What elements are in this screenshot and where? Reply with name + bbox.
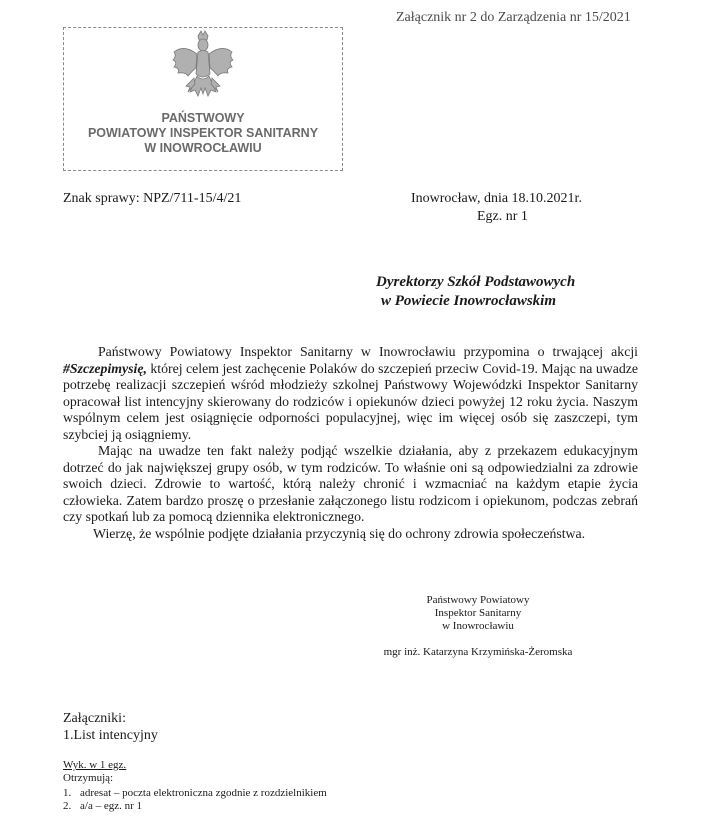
stamp-line: POWIATOWY INSPEKTOR SANITARNY	[87, 126, 319, 140]
office-stamp	[63, 27, 343, 171]
recipient-text: adresat – poczta elektroniczna zgodnie z rozdzielnikiem	[80, 787, 327, 799]
recipient-number: 2.	[63, 800, 72, 812]
annex-note: Załącznik nr 2 do Zarządzenia nr 15/2021	[396, 10, 631, 25]
attachment-item: 1.List intencyjny	[63, 728, 158, 743]
signatory-name: mgr inż. Katarzyna Krzymińska-Żeromska	[383, 646, 573, 658]
recipient-number: 1.	[63, 787, 72, 799]
recipient-item	[63, 787, 327, 800]
signature-title: Państwowy Powiatowy	[426, 594, 530, 606]
place-and-date: Inowrocław, dnia 18.10.2021r.	[411, 191, 582, 206]
recipient-item	[63, 800, 142, 813]
copy-number: Egz. nr 1	[477, 209, 528, 224]
signature-block	[348, 594, 608, 633]
campaign-hashtag: #Szczepimysię,	[63, 360, 147, 376]
paragraph-1-rest: której celem jest zachęcenie Polaków do szczepień przeciw Covid-19. Mając na uwadze potrzebę realizacji szczepień wśród młodzieży szkolnej Państwowy Wojewódzki Inspektor Sanitarny opracował list intencyjny skierowany do rodziców i opiekunów dzieci powyżej 12 roku życia. Naszym wspólnym celem jest osiągnięcie odporności populacyjnej, więc im więcej osób się zaszczepi, tym szybciej ją osiągniemy.	[63, 360, 638, 442]
addressee-line-1: Dyrektorzy Szkół Podstawowych	[376, 274, 576, 290]
paragraph-1-start: Państwowy Powiatowy Inspektor Sanitarny w Inowrocławiu przypomina o trwającej akcji	[98, 344, 638, 359]
body-paragraph-1	[63, 344, 638, 443]
case-reference: Znak sprawy: NPZ/711-15/4/21	[63, 191, 242, 206]
stamp-line: W INOWROCŁAWIU	[144, 141, 262, 155]
body-paragraph-3: Wierzę, że wspólnie podjęte działania przyczynią się do ochrony zdrowia społeczeństwa.	[93, 525, 586, 541]
recipients-heading: Otrzymują:	[63, 772, 114, 784]
signature-title: Inspektor Sanitarny	[434, 607, 522, 619]
copies-note: Wyk. w 1 egz.	[63, 759, 127, 771]
addressee-line-2: w Powiecie Inowrocławskim	[381, 293, 557, 309]
letter-body	[63, 344, 638, 542]
signature-title: w Inowrocławiu	[442, 620, 514, 632]
stamp-text	[64, 111, 342, 156]
attachments-heading: Załączniki:	[63, 711, 126, 726]
recipient-text: a/a – egz. nr 1	[80, 800, 142, 812]
stamp-line: PAŃSTWOWY	[161, 111, 245, 125]
body-paragraph-2: Mając na uwadze ten fakt należy podjąć wszelkie działania, aby z przekazem edukacyjnym dotrzeć do jak największej grupy osób, w tym rodziców. To właśnie oni są odpowiedzialni za zdrowie swoich dzieci. Zdrowie to wartość, którą należy chronić i wzmacniać na każdym etapie życia człowieka. Zatem bardzo proszę o przesłanie załączonego listu rodzicom i opiekunom, podczas zebrań czy spotkań lub za pomocą dziennika elektronicznego.	[63, 443, 638, 524]
polish-eagle-emblem-icon	[168, 30, 238, 104]
